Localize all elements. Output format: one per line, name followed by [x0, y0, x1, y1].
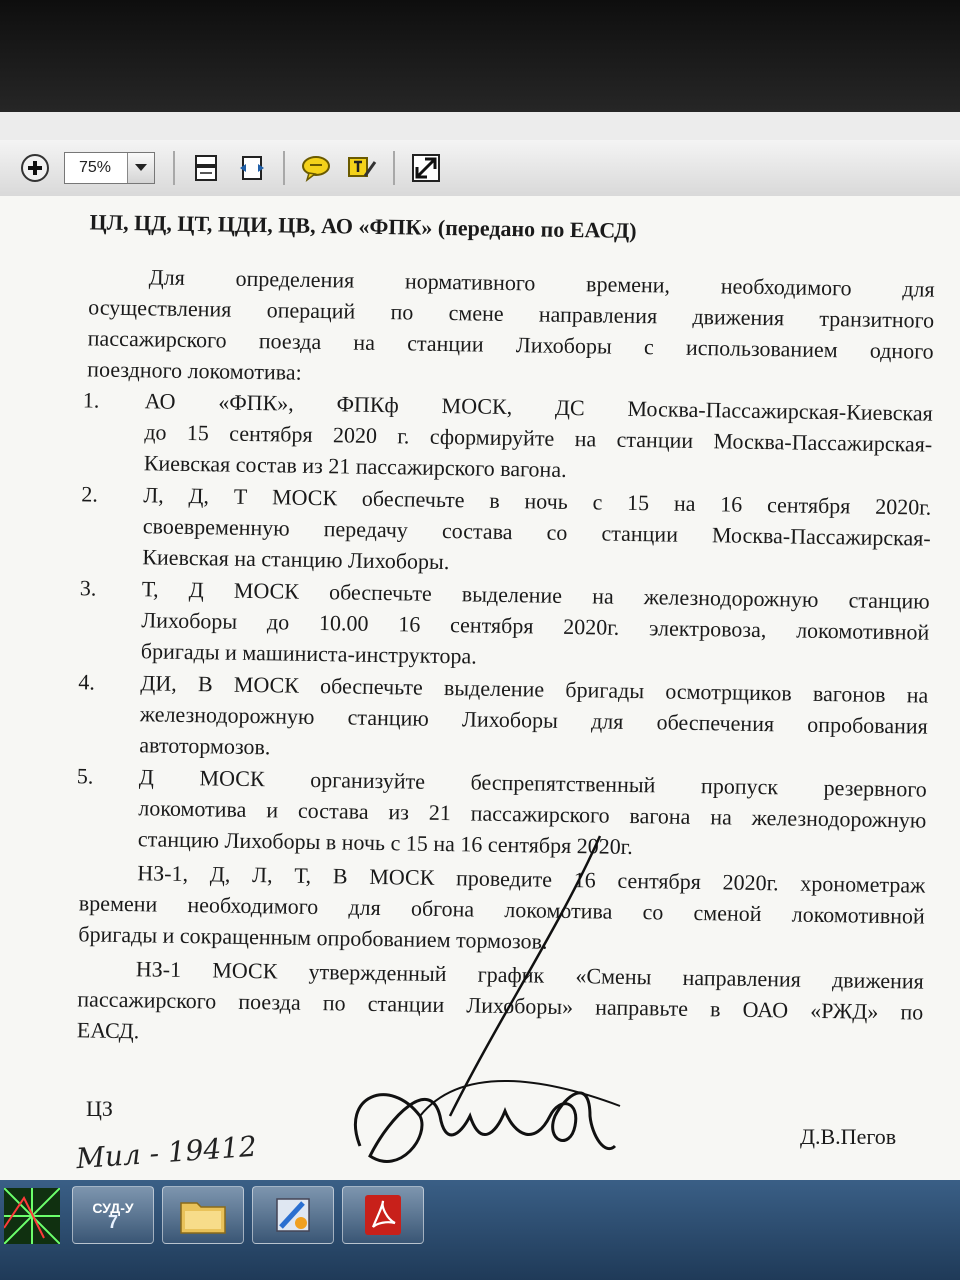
sender-code: ЦЗ: [86, 1096, 113, 1121]
handwritten-note: Мил - 19412: [75, 1129, 258, 1176]
paragraph-line: пассажирского поезда по станции Лихоборы» направьте в ОАО «РЖД» по: [77, 986, 924, 1025]
comment-icon: [301, 154, 331, 182]
fullscreen-icon: [411, 153, 441, 183]
document-page: [0, 196, 960, 1181]
toolbar-separator: [283, 151, 285, 185]
intro-line: пассажирского поезда на станции Лихоборы с использованием одного: [87, 325, 934, 364]
list-item-line: железнодорожную станцию Лихоборы для обеспечения опробования: [139, 701, 928, 739]
paragraph-line: НЗ-1, Д, Л, Т, В МОСК проведите 16 сентября 2020г. хронометраж: [137, 860, 926, 898]
taskbar-app-acrobat[interactable]: [342, 1186, 424, 1244]
highlight-text-button[interactable]: [345, 151, 379, 185]
paragraph-line: НЗ-1 МОСК утвержденный график «Смены направления движения: [135, 956, 924, 994]
list-item-line: Киевская на станцию Лихоборы.: [142, 544, 450, 575]
list-item-line: АО «ФПК», ФПКф МОСК, ДС Москва-Пассажирская-Киевская: [144, 388, 933, 426]
paragraph-line: ЕАСД.: [76, 1017, 140, 1044]
intro-line: Для определения нормативного времени, необходимого для: [148, 264, 935, 302]
list-item-line: Т, Д МОСК обеспечьте выделение на железнодорожную станцию: [141, 576, 930, 614]
list-item-line: Д МОСК организуйте беспрепятственный пропуск резервного: [138, 764, 927, 802]
list-item-line: станцию Лихоборы в ночь с 15 на 16 сентября 2020г.: [137, 826, 633, 860]
zoom-level-field[interactable]: 75%: [79, 159, 112, 176]
handwritten-signature: [320, 816, 640, 1186]
intro-line: осуществления операций по смене направления движения транзитного: [88, 294, 935, 333]
taskbar: [0, 1180, 960, 1280]
list-item-number: 5.: [76, 763, 94, 789]
zoom-dropdown-button[interactable]: [127, 153, 154, 183]
network-monitor-icon: [4, 1188, 60, 1244]
list-item-line: до 15 сентября 2020 г. сформируйте на станции Москва-Пассажирская-: [144, 419, 933, 457]
highlight-text-icon: [347, 154, 377, 182]
sud-u-app-label: СУД-У: [92, 1200, 134, 1216]
list-item-line: Л, Д, Т МОСК обеспечьте в ночь с 15 на 16 сентября 2020г.: [143, 482, 932, 520]
list-item-number: 3.: [79, 575, 97, 601]
acrobat-icon: [363, 1193, 403, 1237]
folder-icon: [179, 1195, 227, 1235]
fit-width-button[interactable]: [235, 151, 269, 185]
paragraph-line: бригады и сокращенным опробованием тормозов.: [78, 921, 548, 954]
monitor-bezel: [0, 0, 960, 112]
paragraph-line: времени необходимого для обгона локомотива со сменой локомотивной: [78, 890, 925, 929]
reader-toolbar: [0, 140, 960, 197]
taskbar-app-tools[interactable]: [252, 1186, 334, 1244]
list-item-line: автотормозов.: [139, 732, 271, 760]
list-item-line: Киевская состав из 21 пассажирского вагона.: [143, 450, 567, 482]
list-item-line: локомотива и состава из 21 пассажирского вагона на железнодорожную: [138, 795, 927, 833]
list-item-line: Лихоборы до 10.00 16 сентября 2020г. электровоза, локомотивной: [141, 607, 930, 645]
zoom-in-icon: [20, 153, 50, 183]
sud-u-app-version: 7: [107, 1212, 118, 1232]
chevron-down-icon: [135, 164, 147, 172]
list-item-line: ДИ, В МОСК обеспечьте выделение бригады осмотрщиков вагонов на: [140, 670, 929, 708]
signatory-name: Д.В.Пегов: [800, 1124, 897, 1149]
taskbar-app-sud-u[interactable]: [72, 1186, 154, 1244]
addressees-line: ЦЛ, ЦД, ЦТ, ЦДИ, ЦВ, АО «ФПК» (передано по ЕАСД): [89, 209, 637, 244]
list-item-number: 2.: [81, 481, 99, 507]
toolbar-separator: [393, 151, 395, 185]
list-item-number: 4.: [78, 669, 96, 695]
intro-line: поездного локомотива:: [87, 356, 302, 385]
fit-page-button[interactable]: [189, 151, 223, 185]
list-item-number: 1.: [82, 387, 100, 413]
list-item-line: своевременную передачу состава со станции Москва-Пассажирская-: [142, 513, 931, 551]
zoom-combo[interactable]: [64, 152, 155, 184]
tools-app-icon: [271, 1193, 315, 1237]
comment-button[interactable]: [299, 151, 333, 185]
list-item-line: бригады и машиниста-инструктора.: [140, 638, 477, 669]
zoom-in-button[interactable]: [18, 151, 52, 185]
fit-page-icon: [192, 154, 220, 182]
fit-width-icon: [238, 154, 266, 182]
fullscreen-button[interactable]: [409, 151, 443, 185]
taskbar-app-folder[interactable]: [162, 1186, 244, 1244]
toolbar-separator: [173, 151, 175, 185]
